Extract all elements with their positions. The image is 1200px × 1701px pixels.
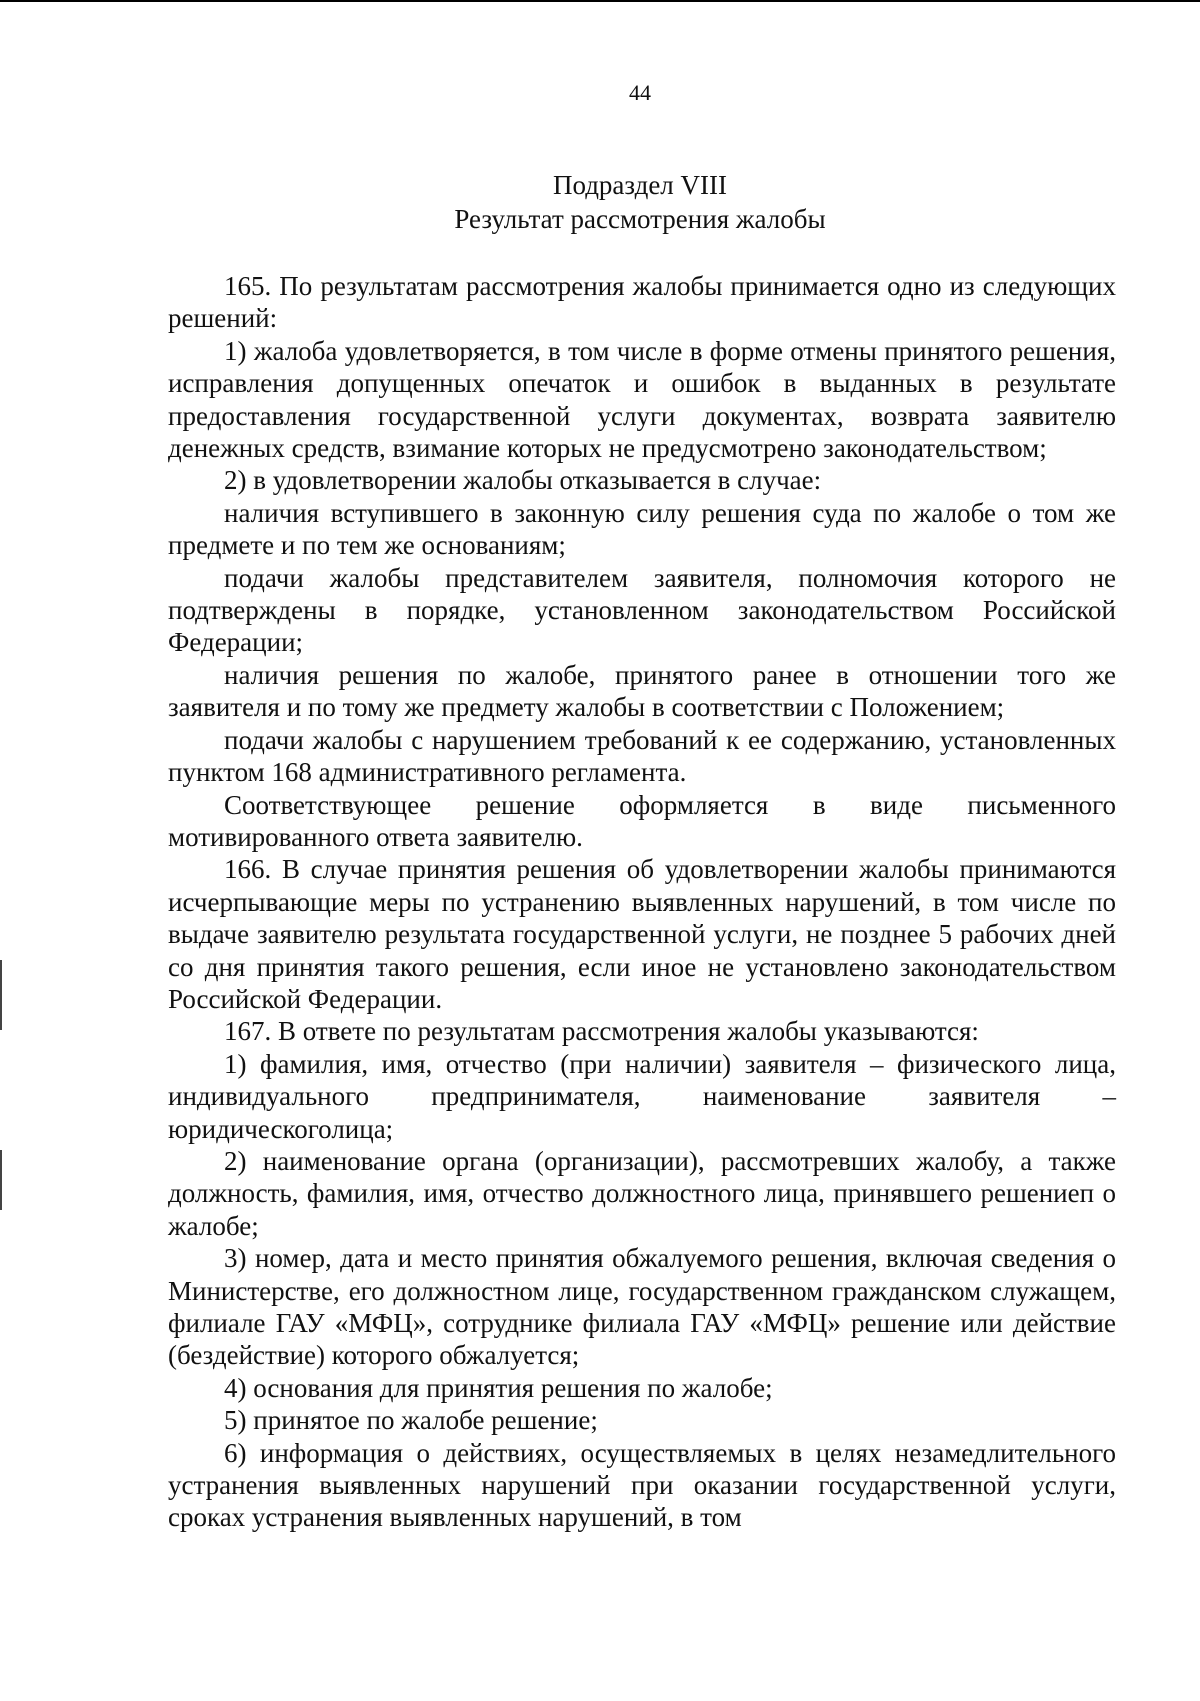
- paragraph: Соответствующее решение оформляется в виде письменного мотивированного ответа заявителю.: [168, 789, 1116, 852]
- scan-edge-mark: [0, 1150, 2, 1210]
- subsection-title: Подраздел VIII: [552, 170, 728, 200]
- paragraph: 4) основания для принятия решения по жалобе;: [224, 1372, 773, 1403]
- paragraph: 166. В случае принятия решения об удовлетворении жалобы принимаются исчерпывающие меры по устранению выявленных нарушений, в том числе по выдаче заявителю результата государственной услуги, не позднее 5 рабочих дней со дня принятия такого решения, если иное не установлено законодательством Российской Федерации.: [168, 854, 1116, 1014]
- paragraph: 2) в удовлетворении жалобы отказывается в случае:: [224, 465, 822, 496]
- paragraph: 5) принятое по жалобе решение;: [224, 1405, 598, 1436]
- paragraph: 6) информация о действиях, осуществляемых в целях незамедлительного устранения выявленных нарушений при оказании государственной услуги, сроках устранения выявленных нарушений, в том: [168, 1437, 1116, 1533]
- scan-edge-mark: [0, 960, 2, 1030]
- paragraph: 2) наименование органа (организации), рассмотревших жалобу, а также должность, фамилия, имя, отчество должностного лица, принявшего решениеп о жалобе;: [168, 1145, 1116, 1241]
- paragraph: 167. В ответе по результатам рассмотрения жалобы указываются:: [224, 1016, 979, 1047]
- paragraph: 1) жалоба удовлетворяется, в том числе в форме отмены принятого решения, исправления допущенных опечаток и ошибок в выданных в результате предоставления государственной услуги документах, возврата заявителю денежных средств, взимание которых не предусмотрено законодательством;: [168, 335, 1116, 464]
- paragraph: 1) фамилия, имя, отчество (при наличии) заявителя – физического лица, индивидуального предпринимателя, наименование заявителя – юридическоголица;: [168, 1048, 1116, 1144]
- paragraph: 165. По результатам рассмотрения жалобы принимается одно из следующих решений:: [168, 271, 1116, 334]
- subsection-subtitle: Результат рассмотрения жалобы: [454, 204, 826, 234]
- paragraph: подачи жалобы с нарушением требований к ее содержанию, установленных пунктом 168 административного регламента.: [168, 724, 1116, 788]
- paragraph: 3) номер, дата и место принятия обжалуемого решения, включая сведения о Министерстве, его должностном лице, государственном гражданском служащем, филиале ГАУ «МФЦ», сотруднике филиала ГАУ «МФЦ» решение или действие (бездействие) которого обжалуется;: [168, 1243, 1116, 1371]
- page-number: 44: [629, 80, 651, 105]
- paragraph: наличия решения по жалобе, принятого ранее в отношении того же заявителя и по тому же предмету жалобы в соответствии с Положением;: [168, 659, 1116, 723]
- paragraph: наличия вступившего в законную силу решения суда по жалобе о том же предмете и по тем же основаниям;: [168, 497, 1116, 561]
- document-body: [168, 270, 1116, 1534]
- top-border: [0, 0, 1200, 2]
- paragraph: подачи жалобы представителем заявителя, полномочия которого не подтверждены в порядке, установленном законодательством Российской Федерации;: [168, 562, 1116, 658]
